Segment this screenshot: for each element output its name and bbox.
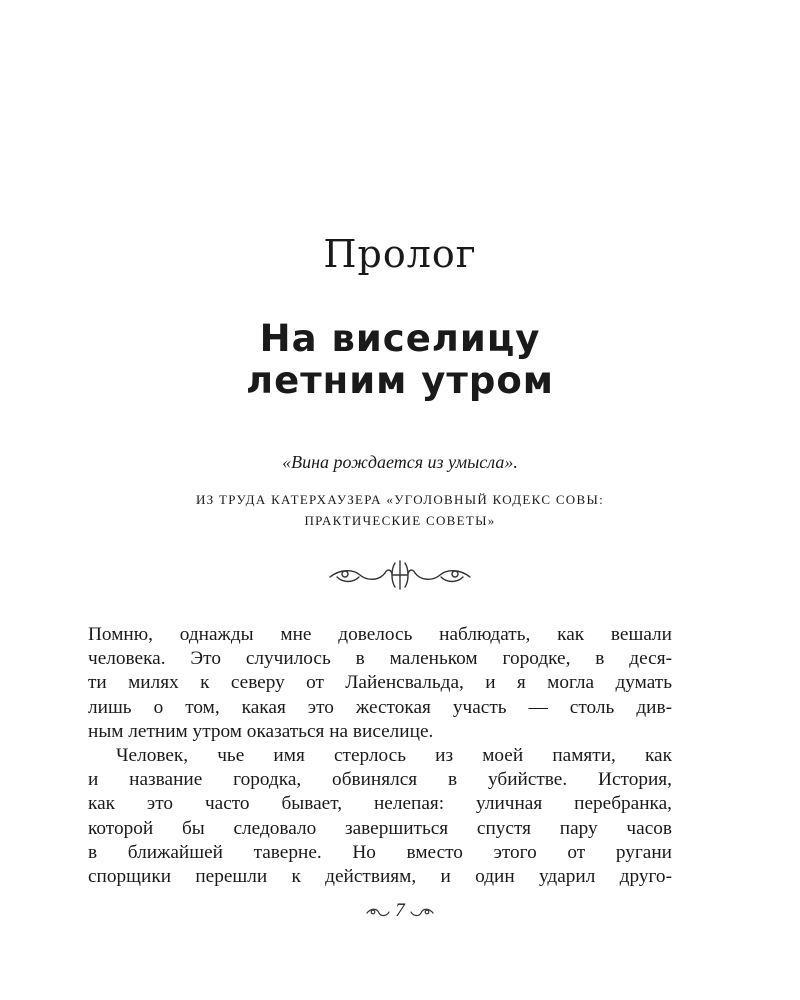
epigraph-source (130, 489, 670, 531)
text-line: Помню, однажды мне довелось наблюдать, как вешали (88, 624, 672, 645)
page-number: 7 (395, 900, 405, 921)
text-line: в ближайшей таверне. Но вместо этого от ругани (88, 841, 672, 863)
section-label: Пролог (323, 232, 477, 276)
paragraph (88, 744, 672, 889)
folio-ornament-right-icon (409, 906, 435, 918)
text-line: Человек, чье имя стерлось из моей памяти, как (116, 745, 672, 767)
epigraph-quote: «Вина рождается из умысла». (282, 452, 518, 472)
text-line: и название городка, обвинялся в убийстве. История, (88, 769, 672, 791)
page-folio (340, 900, 460, 930)
epigraph-source-line: ИЗ ТРУДА КАТЕРХАУЗЕРА «УГОЛОВНЫЙ КОДЕКС СОВЫ: (195, 492, 605, 507)
chapter-title-line: На виселицу (259, 317, 541, 360)
chapter-title (0, 318, 800, 402)
flourish-ornament-icon (325, 557, 475, 593)
folio-ornament-left-icon (365, 906, 391, 918)
text-line: ти милях к северу от Лайенсвальда, и я могла думать (88, 672, 672, 694)
paragraph (88, 623, 672, 744)
text-line: спорщики перешли к действиям, и один ударил друго- (88, 866, 672, 888)
text-line: как это часто бывает, нелепая: уличная перебранка, (88, 793, 672, 815)
text-line: человека. Это случилось в маленьком городке, в деся- (88, 648, 672, 670)
epigraph-source-line: ПРАКТИЧЕСКИЕ СОВЕТЫ» (304, 513, 496, 528)
body-text (88, 623, 672, 889)
text-line: лишь о том, какая это жестокая участь — столь див- (88, 696, 672, 718)
text-line: ным летним утром оказаться на виселице. (88, 720, 434, 742)
text-line: которой бы следовало завершиться спустя пару часов (88, 817, 672, 839)
chapter-title-line: летним утром (246, 359, 554, 402)
